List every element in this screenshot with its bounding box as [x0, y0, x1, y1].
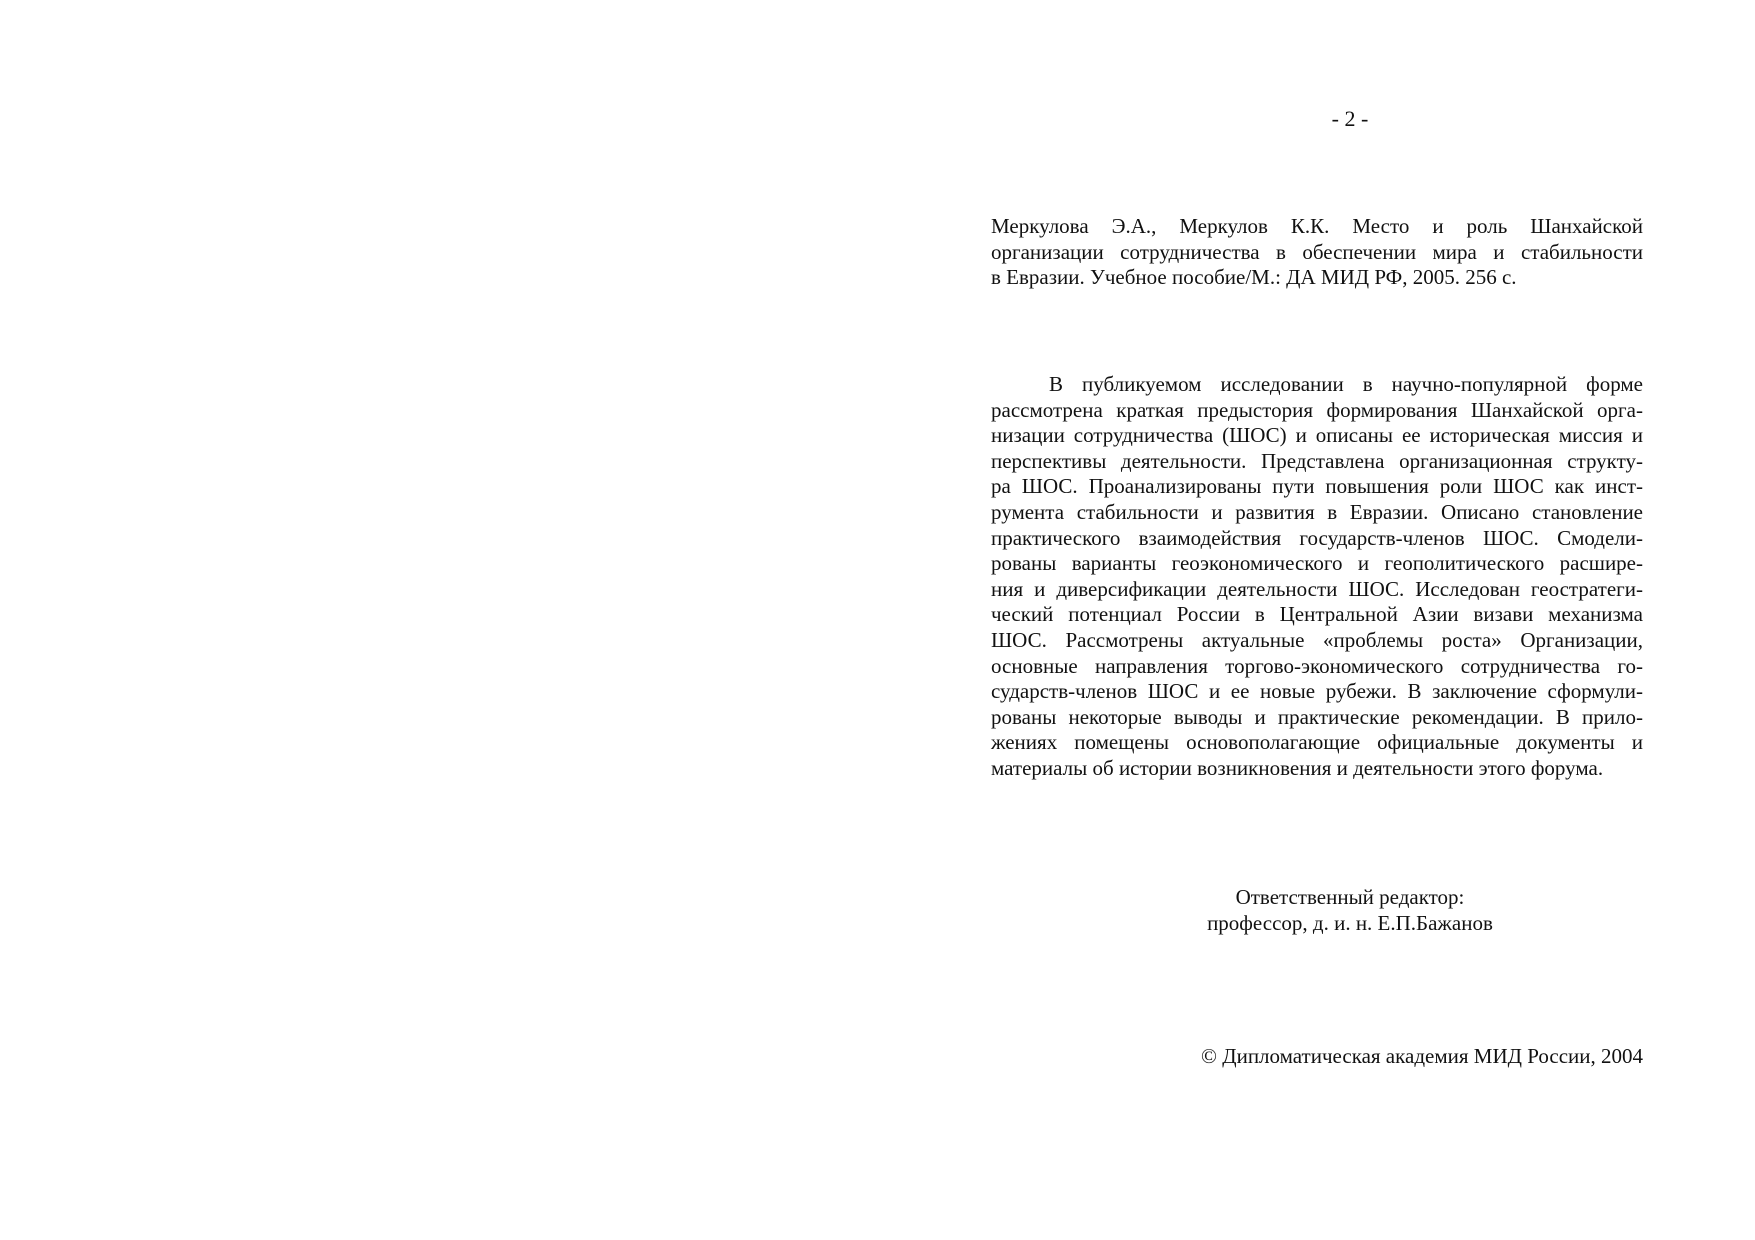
- citation-line: организации сотрудничества в обеспечении мира и стабильности: [991, 239, 1643, 264]
- bibliographic-citation: [991, 214, 1643, 291]
- abstract-line: перспективы деятельности. Представлена организационная структу-: [991, 448, 1643, 473]
- page-number: - 2 -: [1331, 106, 1369, 131]
- abstract-line: жениях помещены основополагающие официальные документы и: [991, 730, 1643, 755]
- abstract-line: основные направления торгово-экономического сотрудничества го-: [991, 653, 1643, 678]
- abstract-line: рованы некоторые выводы и практические рекомендации. В прило-: [991, 704, 1643, 729]
- copyright-notice: © Дипломатическая академия МИД России, 2004: [1201, 1044, 1643, 1068]
- abstract-line: ра ШОС. Проанализированы пути повышения роли ШОС как инст-: [991, 474, 1643, 499]
- abstract-line: В публикуемом исследовании в научно-популярной форме: [1049, 372, 1643, 396]
- abstract-line: ШОС. Рассмотрены актуальные «проблемы роста» Организации,: [991, 627, 1643, 652]
- citation-line: в Евразии. Учебное пособие/М.: ДА МИД РФ, 2005. 256 с.: [991, 265, 1517, 289]
- abstract: [991, 372, 1643, 782]
- editor-name: профессор, д. и. н. Е.П.Бажанов: [1207, 911, 1493, 935]
- abstract-line: ния и диверсификации деятельности ШОС. Исследован геостратеги-: [991, 576, 1643, 601]
- citation-line: Меркулова Э.А., Меркулов К.К. Место и роль Шанхайской: [991, 214, 1643, 238]
- abstract-line: рассмотрена краткая предыстория формирования Шанхайской орга-: [991, 397, 1643, 422]
- abstract-line: низации сотрудничества (ШОС) и описаны ее историческая миссия и: [991, 423, 1643, 448]
- abstract-line: ческий потенциал России в Центральной Азии визави механизма: [991, 602, 1643, 627]
- abstract-line: практического взаимодействия государств-членов ШОС. Смодели-: [991, 525, 1643, 550]
- abstract-line: румента стабильности и развития в Евразии. Описано становление: [991, 499, 1643, 524]
- abstract-line: материалы об истории возникновения и деятельности этого форума.: [991, 755, 1604, 780]
- abstract-line: рованы варианты геоэкономического и геополитического расшире-: [991, 551, 1643, 576]
- abstract-line: сударств-членов ШОС и ее новые рубежи. В заключение сформули-: [991, 679, 1643, 704]
- editor-label: Ответственный редактор:: [1235, 885, 1465, 909]
